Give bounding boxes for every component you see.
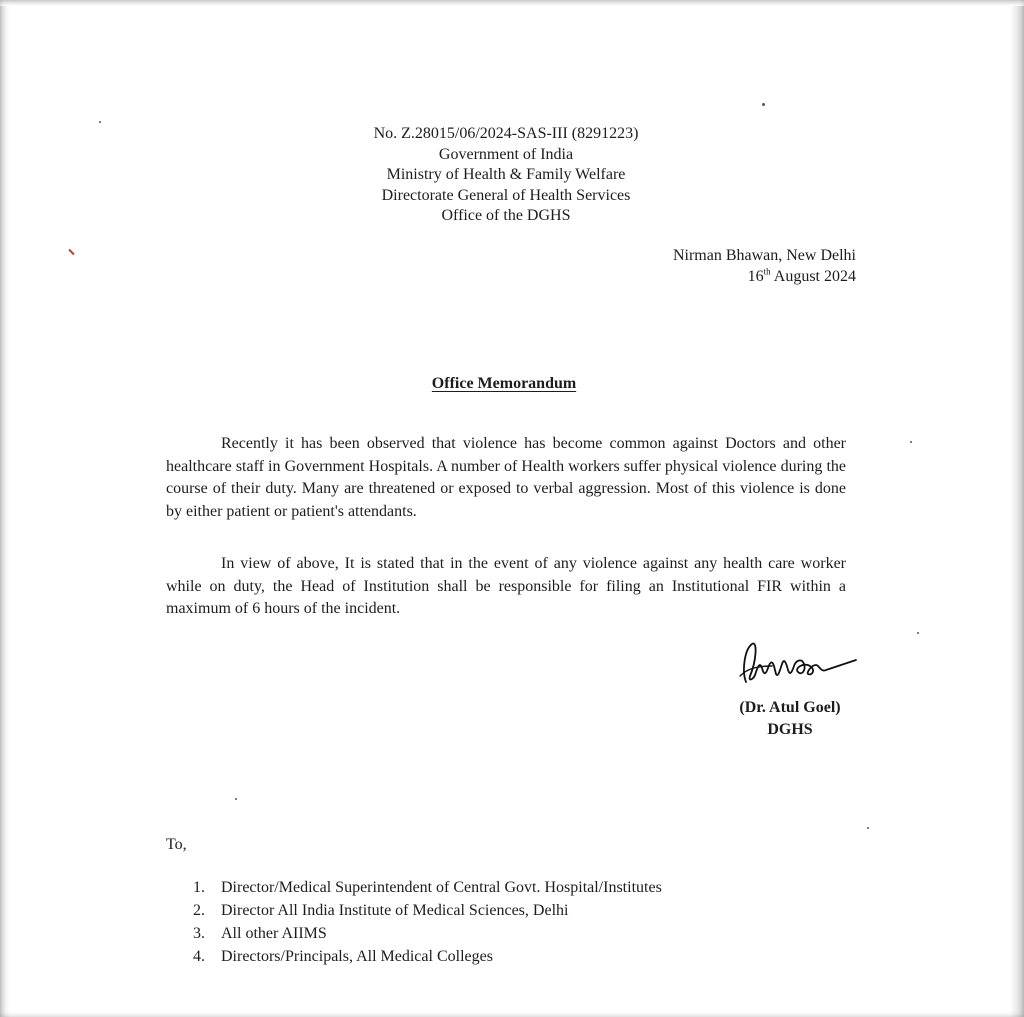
- memo-title-text: Office Memorandum: [431, 375, 577, 392]
- government-line: Government of India: [438, 145, 574, 163]
- scan-red-mark: [68, 249, 74, 255]
- list-item: [193, 945, 662, 968]
- ministry-line: Ministry of Health & Family Welfare: [386, 166, 626, 183]
- file-number: No. Z.28015/06/2024-SAS-III (8291223): [373, 125, 639, 142]
- to-label: To,: [166, 836, 187, 853]
- scan-speck: [99, 121, 101, 123]
- signatory-block: [710, 697, 870, 741]
- date: [673, 267, 856, 288]
- place: Nirman Bhawan, New Delhi: [672, 247, 856, 264]
- list-item: [193, 899, 662, 922]
- list-item: [193, 876, 662, 899]
- recipient-list: [193, 876, 662, 968]
- scan-speck: [910, 441, 912, 443]
- list-item-text: Director/Medical Superintendent of Central Govt. Hospital/Institutes: [221, 879, 662, 896]
- place-date-block: [673, 246, 856, 287]
- handwritten-signature: [732, 632, 862, 692]
- office-line: Office of the DGHS: [441, 207, 571, 224]
- signatory-designation: DGHS: [767, 721, 813, 738]
- list-item-text: All other AIIMS: [221, 925, 327, 942]
- date-day-suffix: th: [763, 266, 771, 277]
- list-item-number: 3.: [193, 925, 205, 942]
- signatory-name: (Dr. Atul Goel): [739, 699, 841, 716]
- list-item-text: Director All India Institute of Medical Sciences, Delhi: [221, 902, 569, 919]
- scan-speck: [917, 632, 919, 634]
- list-item: [193, 922, 662, 945]
- scan-speck: [235, 798, 237, 800]
- date-day: 16: [747, 267, 764, 285]
- list-item-text: Directors/Principals, All Medical Colleges: [221, 948, 493, 965]
- directorate-line: Directorate General of Health Services: [381, 186, 631, 204]
- list-item-number: 1.: [193, 879, 205, 896]
- list-item-number: 4.: [193, 948, 205, 965]
- date-month-year: August 2024: [773, 267, 856, 285]
- memo-paragraph-1: Recently it has been observed that violence has become common against Doctors and other healthcare staff in Government Hospitals. A number of Health workers suffer physical violence during the course of their duty. Many are threatened or exposed to verbal aggression. Most of this violence is done by either patient or patient's attendants.: [166, 435, 846, 520]
- list-item-number: 2.: [193, 902, 205, 919]
- letterhead: [300, 124, 712, 227]
- scan-speck: [867, 827, 869, 829]
- scan-speck: [762, 103, 765, 106]
- memo-paragraph-2: In view of above, It is stated that in the event of any violence against any health care worker while on duty, the Head of Institution shall be responsible for filing an Institutional FIR within a maximum of 6 hours of the incident.: [166, 555, 846, 617]
- memo-title: [0, 375, 1008, 393]
